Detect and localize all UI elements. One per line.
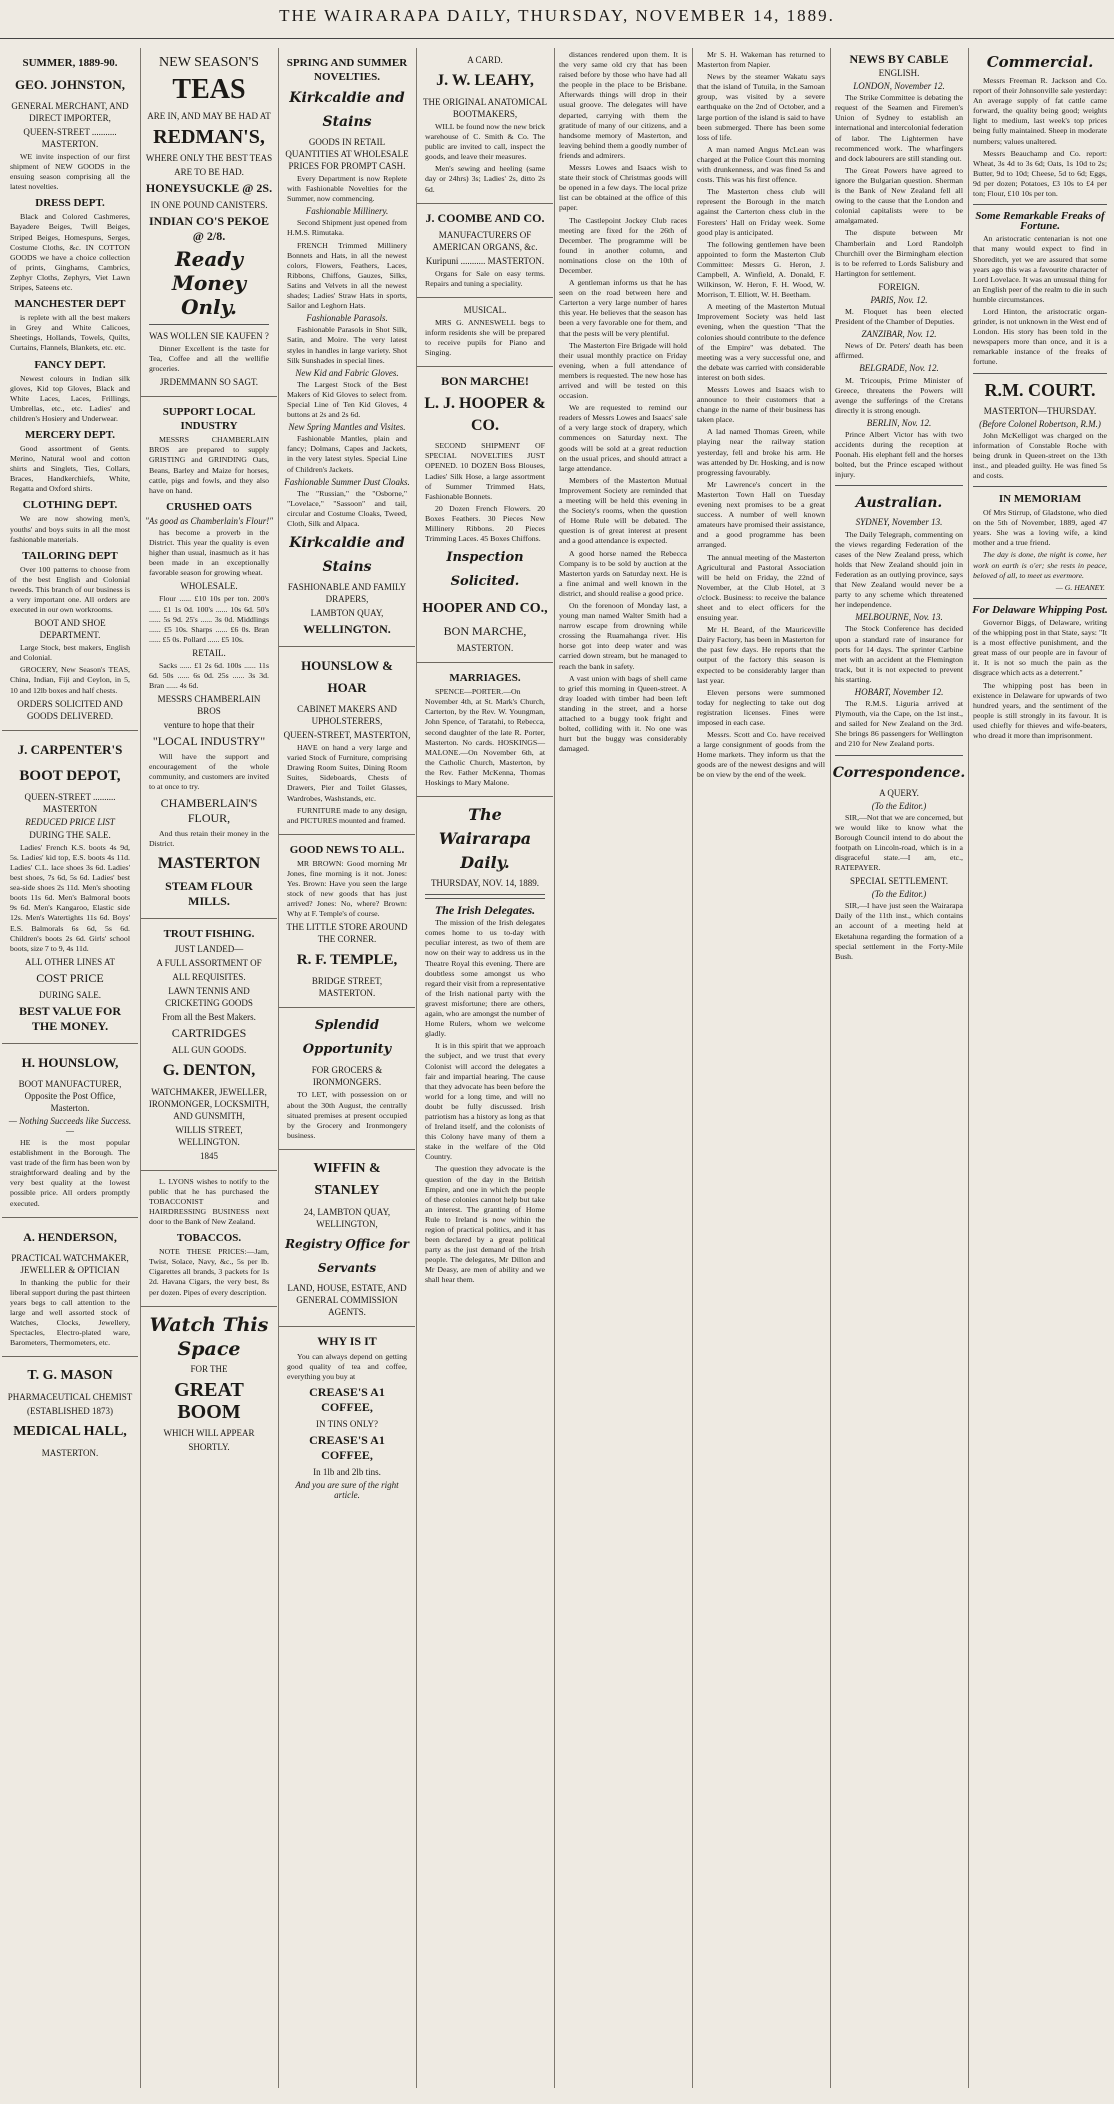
marriages-heading: MARRIAGES. (449, 672, 521, 685)
divider (425, 894, 545, 899)
teas: TEAS (172, 74, 246, 105)
marriages-text: SPENCE—PORTER.—On November 4th, at St. Mark's Church, Carterton, by the Rev. W. Youngman, John Spence, of Taratahi, to Rebecca, second daughter of the late R. Porter, Masterton. No cards. HOSKINGS—MALONE.—On November 6th, at the Catholic Church, Masterton, by the Rev. Father McKenna, Thomas Hoskings to Mary Malone. (425, 687, 545, 787)
news-paragraph: A gentleman informs us that he has seen on the road between here and Carterton a very large number of hares this year. He believes that the season has been a very favorable one for them, and that the pests will be very plentiful. (559, 278, 687, 338)
spring-heading: SPRING AND SUMMER NOVELTIES. (286, 57, 408, 83)
wiffin-advert (279, 1150, 415, 1327)
commercial-text: Messrs Beauchamp and Co. report: Wheat, 3s 4d to 3s 6d; Oats, 1s 10d to 2s; Butter, 9d to 10d; Cheese, 5d to 6d; Eggs, 9d per dozen; Potatoes, £3 10s to £4 per ton; Flour, £10 10s per ton. (973, 148, 1107, 199)
editorial (417, 797, 553, 1291)
full-assortment: A FULL ASSORTMENT OF (156, 957, 262, 968)
henderson-advert (2, 1218, 138, 1358)
column-2 (140, 48, 277, 2088)
chamberlain-venture: venture to hope that their (163, 720, 255, 731)
mercery-text: Good assortment of Gents. Merino, Natural wool and cotton shirts and Singlets, Ties, Collars, Braces, Handkerchiefs, White, Regatta and Oxford shirts. (10, 443, 130, 494)
coombe-name: J. COOMBE AND CO. (425, 210, 545, 225)
denton-name: G. DENTON, (162, 1061, 256, 1079)
coombe-advert (417, 204, 553, 298)
commercial-text: Messrs Freeman R. Jackson and Co. report of their Johnsonville sale yesterday: An average supply of fat cattle came forward, the quality being good; weights light to medium, last week's top prices being fully maintained. Sheep in moderate numbers; values unaltered. (973, 76, 1107, 146)
memoriam-signature: — G. HEANEY. (1055, 582, 1105, 592)
news-paragraph: The Masterton chess club will represent the Borough in the match against the Carterton chess club in the Foresters' Hall on Friday week. Some good play is anticipated. (697, 187, 825, 237)
remarkable-text: Lord Hinton, the aristocratic organ-grinder, is not unknown in the West end of London. His story has been told in the newspapers more than once, and it is a remarkable instance of the freaks of fortune. (973, 306, 1107, 367)
memoriam-text: Of Mrs Stirrup, of Gladstone, who died on the 5th of November, 1889, aged 47 years. She was a loving wife, a kind mother and a true friend. (973, 508, 1107, 548)
all-other-lines: ALL OTHER LINES AT (25, 956, 115, 967)
column-3 (278, 48, 415, 2088)
flour-text: And thus retain their money in the District. (149, 828, 269, 848)
gun-goods: ALL GUN GOODS. (171, 1044, 247, 1055)
news-paragraph: Mr Lawrence's concert in the Masterton Town Hall on Tuesday evening next promises to be a great success. A number of well known amateurs have promised their assistance, and a good programme has been arranged. (697, 479, 825, 550)
lyons-text: L. LYONS wishes to notify to the public that he has purchased the TOBACCONIST and HAIRDRESSING BUSINESS next door to the Bank of New Zealand. (149, 1176, 269, 1227)
news-paragraph: Messrs Lowes and Isaacs wish to state their stock of Christmas goods will be opened in a few days. The local prize list can be obtained at the office of this paper. (559, 163, 687, 213)
boot-dept: BOOT AND SHOE DEPARTMENT. (34, 618, 106, 641)
foreign-news: M. Tricoupis, Prime Minister of Greece, threatens the Powers will avenge the sufferings of the Cretans directly it is strong enough. (835, 375, 963, 415)
new-seasons: NEW SEASON'S (159, 55, 259, 70)
news-paragraph: We are requested to remind our readers of Messrs Lowes and Isaacs' sale of a very large stock of drapery, which commences on Saturday next. The goods will be sold at a great reduction on the usual prices, and should attract a large attendance. (559, 403, 687, 473)
foreign-news: News of Dr. Peters' death has been affirmed. (835, 341, 963, 361)
special-letter: SIR,—I have just seen the Wairarapa Daily of the 11th inst., which contains an account of a meeting held at Eketahuna regarding the formation of a special settlement in the Forty-Mile Bush. (835, 901, 963, 961)
irish-paragraph: The mission of the Irish delegates comes home to us to-day with peculiar interest, as two of them are now on their way to address us in the Theatre Royal this evening. There are doubtless some amongst us who regard their visit from a representative of the Irish national party with the gravest misfortune; there are others, again, who are amongst the number of Home Rulers, whom we welcome gladly. (425, 918, 545, 1039)
fancy-heading: FANCY DEPT. (34, 358, 106, 371)
denton-address: WILLIS STREET, WELLINGTON. (175, 1124, 243, 1147)
hounslow-subtitle: BOOT MANUFACTURER, Opposite the Post Office, Masterton. (18, 1078, 122, 1113)
london-dateline: LONDON, November 12. (853, 81, 945, 92)
news-paragraph: The Castlepoint Jockey Club races meeting are fixed for the 26th of December. The programme will be found in another column, and nominations close on the 10th of December. (559, 215, 687, 275)
irish-paragraph: It is in this spirit that we approach the subject, and we trust that every Colonist will accord the delegates a fair and impartial hearing. The cause that they advocate has been before the world for a long time, and will no doubt be fully discussed. Irish patriotism has a history as long as that of Ireland itself, and the colonists of this Colony have many of them a stake in the welfare of the Old Country. (425, 1041, 545, 1162)
foreign-heading: FOREIGN. (878, 281, 920, 292)
divider (973, 373, 1107, 374)
news-paragraph: Messrs Lowes and Isaacs wish to announce to their customers that a change in the name of their business has taken place. (697, 385, 825, 425)
column-6 (692, 48, 829, 2088)
wellington: WELLINGTON. (303, 622, 391, 637)
chamberlain-text: MESSRS CHAMBERLAIN BROS are prepared to supply GRISTING and GRINDING Oats, Beans, Barley and Maize for horses, cattle, pigs and fowls, and they also have on hand. (149, 435, 269, 495)
leahy-advert (417, 48, 553, 204)
temple-advert (279, 835, 415, 1009)
mason-subtitle: PHARMACEUTICAL CHEMIST (7, 1392, 133, 1403)
english-heading: ENGLISH. (878, 68, 920, 79)
support-local: SUPPORT LOCAL INDUSTRY (162, 406, 256, 433)
denton-advert (141, 919, 277, 1171)
denton-number: 1845 (200, 1150, 218, 1161)
good-news: GOOD NEWS TO ALL. (289, 843, 405, 856)
leahy-text: WILL be found now the new brick warehouse of C. Smith & Co. The public are invited to call, inspect the goods, and leave their measures. (425, 122, 545, 162)
crease-price: In 1lb and 2lb tins. (313, 1467, 381, 1478)
hounslow-advert (2, 1044, 138, 1218)
court-dateline: MASTERTON—THURSDAY. (983, 405, 1097, 416)
remarkable-heading: Some Remarkable Freaks of Fortune. (975, 210, 1105, 233)
inspection-solicited: Inspection Solicited. (446, 550, 524, 590)
news-paragraph: The following gentlemen have been appointed to form the Masterton Club Committee: Messrs G. Heron, J. Campbell, A. Winfield, A. Donald, F. Wilkinson, W. Heron, F. H. Wood, W. Morrison, T. Elliott, W. H. Beetham. (697, 239, 825, 300)
furniture-text: FURNITURE made to any design, and PICTURES mounted and framed. (287, 805, 407, 825)
redmans: REDMAN'S, (153, 126, 265, 148)
melbourne-dateline: MELBOURNE, Nov. 13. (855, 612, 943, 623)
to-editor: (To the Editor.) (871, 800, 927, 811)
hooper-address: MASTERTON. (456, 643, 514, 654)
carpenter-address: QUEEN-STREET .......... MASTERTON (24, 791, 116, 814)
musical-text: MRS G. ANNESWELL begs to inform residents she will be prepared to receive pupils for Piano and Singing. (425, 317, 545, 358)
news-paragraph: distances rendered upon them. It is the very same old cry that has been raised before by those who have had all the people in the place to be Brisbane. Afterwards things will drop in their usual groove. The delegates will have departed, carrying with them the gratitude of many of our citizens, and a handsome memory of Masterton, and leaving behind them a goodly number of friends and admirers. (559, 50, 687, 160)
intro-text: WE invite inspection of our first shipment of NEW GOODS in the ensuing season comprising all the latest novelties. (10, 152, 130, 192)
dress-heading: DRESS DEPT. (35, 197, 105, 210)
parasols-text: Fashionable Parasols in Shot Silk, Satin, and Moire. The very latest styles in handles in large variety. Shot Silk Sunshades in special lines. (287, 325, 407, 365)
news-paragraph: A vast union with bags of shell came to grief this morning in Queen-street. A dray loaded with timber had been left standing in the street, and a horse attached to a buggy took fright and bolted, colliding with it. No one was hurt but the buggy was considerably damaged. (559, 673, 687, 754)
to-be-had: ARE TO BE HAD. (174, 167, 244, 177)
commercial-heading: Commercial. (986, 53, 1094, 71)
requisites: ALL REQUISITES. (172, 971, 246, 982)
hounslow-hoar-address: QUEEN-STREET, MASTERTON, (283, 730, 411, 741)
mason-address: MASTERTON. (41, 1448, 99, 1459)
retail-heading: RETAIL. (192, 647, 226, 658)
court-text: John McKelligot was charged on the information of Constable Roche with being drunk in Queen-street on the 13th inst., and pleaded guilty. He was fined 5s and costs. (973, 430, 1107, 480)
hounslow-hoar-name: HOUNSLOW & HOAR (301, 658, 393, 696)
clothing-text: We are now showing men's, youths' and boys suits in all the most fashionable materials. (10, 514, 130, 544)
sydney-dateline: SYDNEY, November 13. (855, 517, 943, 528)
australian-news: The Stock Conference has decided upon a standard rate of insurance for ports for 14 days. The sprinter Carbine met with an accident at the Flemington track, but it is not expected to prevent his starting. (835, 624, 963, 684)
great-boom: GREAT BOOM (174, 1378, 244, 1423)
lyons-advert (141, 1171, 277, 1307)
for-the: FOR THE (190, 1363, 228, 1374)
court-heading: R.M. COURT. (984, 379, 1096, 400)
divider (835, 485, 963, 486)
whipping-heading: For Delaware Whipping Post. (972, 603, 1108, 616)
mill-name: MASTERTON (157, 854, 261, 872)
crease-coffee-2: CREASE'S A1 COFFEE, (309, 1433, 385, 1463)
reduced-price: REDUCED PRICE LIST (25, 816, 115, 827)
leahy-subtitle: THE ORIGINAL ANATOMICAL BOOTMAKERS, (423, 97, 547, 119)
splendid-subtitle: FOR GROCERS & IRONMONGERS. (311, 1065, 383, 1088)
english-news: The Great Powers have agreed to ignore the Bulgarian question. Sherman is the Bank of New Zealand fell all owing to the cause that the London and colonial capitalists were to be amalgamated. (835, 165, 963, 226)
column-1 (2, 48, 138, 2088)
why-is-it: WHY IS IT (317, 1333, 377, 1348)
carpenter-title: J. CARPENTER'S (17, 741, 123, 757)
memoriam-verse: The day is done, the night is come, her work on earth is o'er; she rests in peace, beloved of all, to meet us evermore. (973, 550, 1107, 580)
german-text: Dinner Excellent is the taste for Tea, Coffee and all the wellifie groceries. (149, 344, 269, 374)
wiffin-address: 24, LAMBTON QUAY, WELLINGTON, (303, 1206, 391, 1229)
divider (835, 755, 963, 756)
mason-advert (2, 1357, 138, 1467)
best-teas: WHERE ONLY THE BEST TEAS (145, 153, 273, 163)
hounslow-hoar-text: HAVE on hand a very large and varied Stock of Furniture, comprising Drawing Room Suites, Dining Room Suites, Sideboards, Chests of Drawers, Pier and Toilet Glasses, Wardrobes, Washstands, etc. (287, 743, 407, 803)
court-subtitle: (Before Colonel Robertson, R.M.) (979, 418, 1101, 429)
crease-foot: And you are sure of the right article. (295, 1480, 399, 1501)
news-paragraph: A good horse named the Rebecca Company is to be sold by auction at the Masterton yards on Saturday next. He is a fine animal and well known in the district, and should realise a good price. (559, 548, 687, 598)
wiffin-name: WIFFIN & STANLEY (313, 1160, 381, 1198)
divider (973, 204, 1107, 205)
australian-heading: Australian. (855, 495, 943, 512)
hounslow-hoar-subtitle: CABINET MAKERS AND UPHOLSTERERS, (297, 704, 397, 727)
redman-advert (141, 48, 277, 397)
kirkcaldie-name: Kirkcaldie and Stains (289, 90, 405, 130)
french-text: FRENCH Trimmed Millinery Bonnets and Hats, in all the newest colors, Flowers, Feathers, Laces, Ribbons, Chiffons, Gauzes, Silks, Satins and Velvets in all the newest shades; Ladies' Straw Hats in sports, Sailor and Leghorn Hats. (287, 240, 407, 311)
hooper-items: 20 Dozen French Flowers. 20 Boxes Feathers. 30 Pieces New Millinery Ribbons. 20 Pieces Trimming Laces. 45 Boxes Chiffons. (425, 503, 545, 544)
henderson-text: In thanking the public for their liberal support during the past thirteen years begs to call attention to the large and well assorted stock of Watches, Clocks, Jewellery, Spectacles, Electro-plated ware, Barometers, Thermometers, etc. (10, 1277, 130, 1348)
news-paragraph: Eleven persons were summoned today for neglecting to take out dog registration licenses. Fines were imposed in each case. (697, 687, 825, 727)
english-news: The dispute between Mr Chamberlain and Lord Randolph Churchill over the Birmingham election is to be referred to Lords Salisbury and Hartington for settlement. (835, 228, 963, 278)
chamberlain-advert (141, 397, 277, 918)
bon-marche: BON MARCHE! (441, 374, 529, 389)
news-paragraph: The Masterton Fire Brigade will hold their usual monthly practice on Friday evening, when a full attendance of members is requested. The new hose has arrived and will be tested on this occasion. (559, 340, 687, 401)
divider (973, 486, 1107, 487)
johnston-advert (2, 48, 138, 731)
kid-heading: New Kid and Fabric Gloves. (295, 367, 399, 378)
belgrade-dateline: BELGRADE, Nov. 12. (859, 363, 939, 374)
mason-hall: MEDICAL HALL, (13, 1424, 127, 1440)
canisters: IN ONE POUND CANISTERS. (150, 200, 268, 210)
lawn-tennis: LAWN TENNIS AND CRICKETING GOODS (165, 985, 253, 1008)
leahy-note: Men's sewing and heeling (same day or 24hrs) 3s; Ladies' 2s, ditto 2s 6d. (425, 164, 545, 194)
season-heading: SUMMER, 1889-90. (22, 57, 118, 69)
tailoring-text: Over 100 patterns to choose from of the best English and Colonial tweeds. This branch of our business is a very important one. All orders are executed in our own workrooms. (10, 564, 130, 615)
kirkcaldie-goods: GOODS IN RETAIL QUANTITIES AT WHOLESALE PRICES FOR PROMPT CASH. (285, 137, 409, 171)
temple-name: R. F. TEMPLE, (296, 952, 398, 969)
editorial-date: THURSDAY, NOV. 14, 1889. (430, 878, 540, 889)
mantles-heading: New Spring Mantles and Visites. (288, 422, 406, 433)
foreign-news: Prince Albert Victor has with two accidents during the reception at Poonah. His elephant fell and the horses bolted, but the Prince escaped without injury. (835, 430, 963, 480)
irish-paragraph: The question they advocate is the question of the day in the British Empire, and one in which the people of these colonies cannot help but take an interest. The granting of Home Rule to Ireland is now within the region of practical politics, and it has been declared by a great political party as the just demand of the Irish people. The delegates, Mr Dillon and Mr Deasy, are men of ability and we shall hear them. (425, 1164, 545, 1285)
mantles-text: Fashionable Mantles, plain and fancy; Dolmans, Capes and Jackets, in the very latest styles. Special Line of Children's Jackets. (287, 434, 407, 474)
cost-price: COST PRICE (36, 970, 104, 985)
kirkcaldie-address: LAMBTON QUAY, (310, 608, 384, 619)
ready-money: Ready Money Only. (171, 247, 247, 319)
tobaccos-heading: TOBACCOS. (176, 1232, 242, 1245)
retail-prices: Sacks ...... £1 2s 6d. 100s ...... 11s 6d. 50s ...... 6s 0d. 25s ...... 3s 3d. Bran ...... 4s 6d. (149, 660, 269, 691)
column-4 (416, 48, 553, 2088)
good-news-text: MR BROWN: Good morning Mr Jones, fine morning is it not. Jones: Yes. Brown: Have you seen the large stock of new goods that has just arrived? Jones: No, where? Brown: Why at F. Temple's of course. (287, 858, 407, 919)
kirkcaldie-advert (279, 48, 415, 647)
australian-news: The Daily Telegraph, commenting on the views regarding Federation of the cases of the New Zealand press, which holds that New Zealand should join in Federation as an outlying province, says that New Zealand would never be a party to any scheme which threatened her independence. (835, 529, 963, 610)
trout-fishing: TROUT FISHING. (163, 927, 255, 940)
during-sale: DURING THE SALE. (29, 829, 111, 840)
grocery-text: GROCERY, New Season's TEAS, China, Indian, Fiji and Ceylon, in 5, 10 and 12lb boxes and half chests. (10, 665, 130, 695)
bon-marche-2: BON MARCHE, (443, 624, 527, 639)
local-text: Will have the support and encouragement of the whole community, and customers are invited to at once to try. (149, 752, 269, 792)
just-landed: JUST LANDED— (174, 943, 244, 954)
column-5 (554, 48, 691, 2088)
lawn-text: From all the Best Makers. (162, 1011, 256, 1022)
leahy-name: J. W. LEAHY, (436, 72, 534, 89)
whipping-text: Governor Biggs, of Delaware, writing of the whipping post in that State, says: "It is a most effective punishment, and the great mass of our people are in favour of it. It is not so much the pain as the disgrace which acts as a deterrent." (973, 617, 1107, 678)
merchant-name: GEO. JOHNSTON, (15, 77, 125, 92)
closing-text: ORDERS SOLICITED AND GOODS DELIVERED. (17, 698, 123, 721)
correspondence-heading: Correspondence. (832, 764, 966, 781)
splendid-heading: Splendid Opportunity (302, 1018, 392, 1058)
german-heading: WAS WOLLEN SIE KAUFEN ? (149, 331, 269, 341)
tailoring-heading: TAILORING DEPT (22, 549, 118, 562)
chamberlain-flour: CHAMBERLAIN'S FLOUR, (160, 795, 258, 825)
merchant-address: QUEEN-STREET ........... MASTERTON. (23, 127, 117, 149)
coombe-text: Organs for Sale on easy terms. Repairs and tuning a speciality. (425, 268, 545, 288)
query-letter: SIR,—Not that we are concerned, but we would like to know what the Borough Council intend to do about the footpath on Lincoln-road, which is in a disgraceful state.—I am, etc., RATEPAYER. (835, 812, 963, 873)
manchester-heading: MANCHESTER DEPT (14, 298, 126, 311)
tobacco-text: NOTE THESE PRICES:—Jam, Twist, Solace, Navy, &c., 5s per lb. Cigarettes all brands, 3 packets for 1s 2d. Havana Cigars, the very best, 8s per dozen. Pipes of every description. (149, 1247, 269, 1297)
chamberlain-bros: MESSRS CHAMBERLAIN BROS (157, 694, 261, 717)
to-editor-2: (To the Editor.) (871, 889, 927, 900)
column-7 (830, 48, 967, 2088)
parasols-heading: Fashionable Parasols. (306, 313, 388, 324)
fancy-text: Newest colours in Indian silk gloves, Kid top Gloves, Black and White Laces, Laces, Frillings, Umbrellas, etc., etc. Ladies' and children's Hosiery and Underwear. (10, 373, 130, 423)
splendid-text: TO LET, with possession on or about the 30th August, the centrally situated premises at present occupied by the Grocery and Ironmongery business. (287, 1090, 407, 1140)
honeysuckle: HONEYSUCKLE @ 2S. (145, 181, 273, 195)
news-paragraph: The annual meeting of the Masterton Agricultural and Pastoral Association will be held on Friday, the 22nd of November, at the Club Hotel, at 3 o'clock. Business: to receive the balance sheet and to elect officers for the ensuing year. (697, 552, 825, 623)
denton-subtitle: WATCHMAKER, JEWELLER, IRONMONGER, LOCKSMITH, AND GUNSMITH, (148, 1086, 270, 1121)
indian-pekoe: INDIAN CO'S PEKOE @ 2/8. (148, 214, 270, 243)
carpenter-title-2: BOOT DEPOT, (19, 767, 121, 784)
zanzibar-dateline: ZANZIBAR, Nov. 12. (861, 329, 937, 340)
henderson-name: A. HENDERSON, (23, 1229, 117, 1244)
foreign-news: M. Floquet has been elected President of the Chamber of Deputies. (835, 306, 963, 327)
australian-news: The R.M.S. Liguria arrived at Plymouth, via the Cape, on the 1st inst., and sailed for New Zealand on the 3rd. She brings 86 passengers for Wellington and 210 for New Zealand ports. (835, 699, 963, 749)
registry-subtitle: LAND, HOUSE, ESTATE, AND GENERAL COMMISSION AGENTS. (287, 1282, 407, 1317)
news-paragraph: Mr S. H. Wakeman has returned to Masterton from Napier. (697, 50, 825, 70)
paris-dateline: PARIS, Nov. 12. (870, 294, 928, 305)
memoriam-heading: IN MEMORIAM (998, 493, 1082, 506)
hooper-name-2: HOOPER AND CO., (422, 601, 548, 617)
marriages-section (417, 663, 553, 797)
cartridges: CARTRIDGES (171, 1025, 247, 1040)
musical-heading: MUSICAL. (463, 304, 507, 315)
henderson-subtitle: PRACTICAL WATCHMAKER, JEWELLER & OPTICIAN (11, 1252, 129, 1275)
dust-text: The "Russian," the "Osborne," "Lovelace," "Sassoon" and tail, circular and Costume Cloaks, Tweed, Cloth, Silk and Alpaca. (287, 488, 407, 528)
news-paragraph: Members of the Masterton Mutual Improvement Society are reminded that a meeting will be held this evening in the Society's rooms, when the question of Home Rule will be debated. The question is of great interest at present and a good attendance is expected. (559, 475, 687, 546)
carpenter-advert (2, 731, 138, 1044)
english-news: The Strike Committee is debating the request of the Seamen and Firemen's Union of Sydney to establish an international and intercolonial federation of labor. The Lightermen have recommenced work. The wharfingers and dock labourers are still standing out. (835, 93, 963, 163)
hobart-dateline: HOBART, November 12. (854, 686, 944, 697)
little-store: THE LITTLE STORE AROUND THE CORNER. (286, 922, 408, 945)
mason-name: T. G. MASON (27, 1368, 113, 1384)
hooper-name: L. J. HOOPER & CO. (424, 395, 546, 435)
whipping-text: The whipping post has been in existence in Delaware for upwards of two hundred years, and the sentiment of the people is still strongly in its favour. It is used chiefly for thieves and wife-beaters, who dread it more than imprisonment. (973, 680, 1107, 740)
during-sale-2: DURING SALE. (39, 989, 101, 1000)
manchester-text: is replete with all the best makers in Grey and White Calicoes, Sheetings, Hollands, Towels, Quilts, Curtains, Flannels, Blankets, etc. etc. (10, 313, 130, 353)
berlin-dateline: BERLIN, Nov. 12. (866, 417, 932, 428)
dress-text: Black and Colored Cashmeres, Bayadere Beiges, Twill Beiges, Striped Beiges, Homespuns, Serges, Costume Cloths, &c. IN COTTON GOODS we have a choice collection of prints, Ginghams, Cambrics, Zephyr Cloths, Zephyrs, Viet Lawn Stripes, Sateens etc. (10, 212, 130, 293)
watch-this-space: Watch This Space (149, 1313, 269, 1360)
temple-address: BRIDGE STREET, MASTERTON. (311, 976, 383, 999)
mill-name-2: STEAM FLOUR MILLS. (165, 878, 253, 908)
news-paragraph: Messrs. Scott and Co. have received a large consignment of goods from the Home markets. They inform us that the goods are of the newest designs and will be on view by the end of the week. (697, 730, 825, 780)
remarkable-text: An aristocratic centenarian is not one that many would expect to find in Shoreditch, yet we are assured that some years ago this was a favourite character of Lord Lovelace. It was an unusual thing for an English peer of the realm to die in such humble circumstances. (973, 234, 1107, 304)
news-paragraph: On the forenoon of Monday last, a young man named Walter Smith had a narrow escape from drowning while crossing the Ruamahanga river. His horse got into deep water and was carried down stream, but he managed to reach the bank in safety. (559, 600, 687, 671)
mason-established: (ESTABLISHED 1873) (26, 1406, 114, 1417)
coombe-subtitle: MANUFACTURERS OF AMERICAN ORGANS, &c. (432, 229, 538, 252)
kirkcaldie-subtitle: FASHIONABLE AND FAMILY DRAPERS, (287, 582, 407, 605)
news-paragraph: A lad named Thomas Green, while playing near the railway station yesterday, fell and broke his arm. He was attended by Dr. Hosking, and is now progressing favourably. (697, 427, 825, 477)
merchant-subtitle: GENERAL MERCHANT, AND DIRECT IMPORTER, (11, 101, 129, 123)
a-card: A CARD. (467, 55, 503, 65)
german-sign: JRDEMMANN SO SAGT. (159, 377, 259, 388)
registry-office: Registry Office for Servants (285, 1236, 409, 1275)
why-text: You can always depend on getting good quality of tea and coffee, everything you buy at (287, 1351, 407, 1382)
news-paragraph: News by the steamer Wakatu says that the island of Tutuila, in the Samoan group, was visited by a severe earthquake on the 2nd of October, and a large portion of the island is said to have been submerged. There has been some loss of life. (697, 72, 825, 142)
hooper-advert (417, 367, 553, 663)
wholesale-prices: Flour ...... £10 10s per ton. 200's ...... £1 1s 0d. 100's ...... 10s 6d. 50's ...... 5s 9d. 25's ...... 3s 0d. Middlings ...... £5 10s. Sharps ...... £6 0s. Bran ...... £5 0s. Pollard ...... £5 10s. (149, 594, 269, 644)
kid-text: The Largest Stock of the Best Makers of Kid Gloves to select from. Special Line of Ten Kid Gloves, 4 buttons at 2s and 2s 6d. (287, 379, 407, 420)
boot-text: Large Stock, best makers, English and Colonial. (10, 643, 130, 663)
dust-heading: Fashionable Summer Dust Cloaks. (284, 476, 410, 487)
crushed-oats: CRUSHED OATS (166, 500, 252, 513)
divider (149, 324, 269, 325)
masthead (0, 6, 1114, 39)
news-paragraph: A meeting of the Masterton Mutual Improvement Society was held last evening, when the question "That the colonies should contribute to the defence of the Empire" was debated. The meeting was a very successful one, and the debate was carried with considerable interest on both sides. (697, 302, 825, 382)
boot-price-list: Ladies' French K.S. boots 4s 9d, 5s. Ladies' kid top, E.S. boots 4s 11d. Ladies' C.L. lace shoes 3s 6d. Ladies' best shoes, 7s 6d, 5s 6d. Ladies' best sea-side shoes 2s 11d. Men's shooting boots 11s 6d. Men's Balmoral boots 9s 6d. Men's Kangaroo, Elastic side 12s. Men's Watertights 11s 6d. Boys' E.S. Balmorals 6s 6d, 5s 6d. Children's boots 2s 6d. Girls' school boots, size 7 to 9, 4s 11d. (10, 842, 130, 953)
special-heading: SPECIAL SETTLEMENT. (850, 876, 948, 887)
wholesale-heading: WHOLESALE. (180, 581, 238, 592)
query-heading: A QUERY. (879, 787, 919, 798)
musical-advert (417, 298, 553, 367)
splendid-advert (279, 1008, 415, 1149)
mercery-heading: MERCERY DEPT. (24, 428, 116, 441)
divider (973, 598, 1107, 599)
crease-coffee: CREASE'S A1 COFFEE, (309, 1385, 385, 1415)
millinery-text: Second Shipment just opened from H.M.S. Rimutaka. (287, 218, 407, 238)
local-industry: "LOCAL INDUSTRY" (152, 734, 266, 749)
crushed-text: has become a proverb in the District. This year the quality is even higher than usual, inasmuch as it has been made in an exceptionally favorable season for growing wheat. (149, 527, 269, 578)
shortly: SHORTLY. (188, 1441, 230, 1452)
best-value: BEST VALUE FOR THE MONEY. (18, 1003, 122, 1033)
hounslow-note: — Nothing Succeeds like Success. — (8, 1115, 132, 1136)
will-appear: WHICH WILL APPEAR (163, 1427, 255, 1438)
news-paragraph: A man named Angus McLean was charged at the Police Court this morning with drunkenness, and was fined 5s and costs. This was his first offence. (697, 144, 825, 185)
kirkcaldie-text: Every Department is now Replete with Fashionable Novelties for the Summer, now commencing. (287, 174, 407, 204)
paper-title: The Wairarapa Daily. (438, 805, 532, 873)
hounslow-text: HE is the most popular establishment in the Borough. The vast trade of the firm has been won by straightforward dealing and by the very best quality at the lowest possible price. All orders promptly executed. (10, 1137, 130, 1208)
column-8 (968, 48, 1111, 2088)
irish-heading: The Irish Delegates. (434, 903, 536, 918)
cable-heading: NEWS BY CABLE (849, 52, 949, 66)
clothing-heading: CLOTHING DEPT. (22, 499, 118, 512)
hounslow-hoar-advert (279, 647, 415, 835)
teas-line: ARE IN, AND MAY BE HAD AT (147, 111, 271, 121)
kirkcaldie-name-2: Kirkcaldie and Stains (289, 535, 405, 576)
millinery-heading: Fashionable Millinery. (305, 206, 389, 217)
coombe-address: Kuripuni ........... MASTERTON. (425, 255, 545, 266)
hounslow-name: H. HOUNSLOW, (21, 1054, 119, 1070)
masthead-title: THE WAIRARAPA DAILY, THURSDAY, NOVEMBER 14, 1889. (279, 6, 835, 25)
news-paragraph: Mr H. Beard, of the Mauriceville Dairy Factory, has been in Masterton for the past few days. He reports that the output of the factory this season is expected to be considerably larger than last year. (697, 625, 825, 685)
hooper-text: SECOND SHIPMENT OF SPECIAL NOVELTIES JUST OPENED. 10 DOZEN Boss Blouses, Ladies' Silk Hose, a large assortment of Summer Trimmed Hats, Fashionable Bonnets. (425, 441, 545, 501)
crushed-note: "As good as Chamberlain's Flour!" (145, 515, 273, 526)
crease-advert (279, 1327, 415, 1508)
watch-space-advert (141, 1307, 277, 1461)
tins-only: IN TINS ONLY? (316, 1419, 378, 1430)
